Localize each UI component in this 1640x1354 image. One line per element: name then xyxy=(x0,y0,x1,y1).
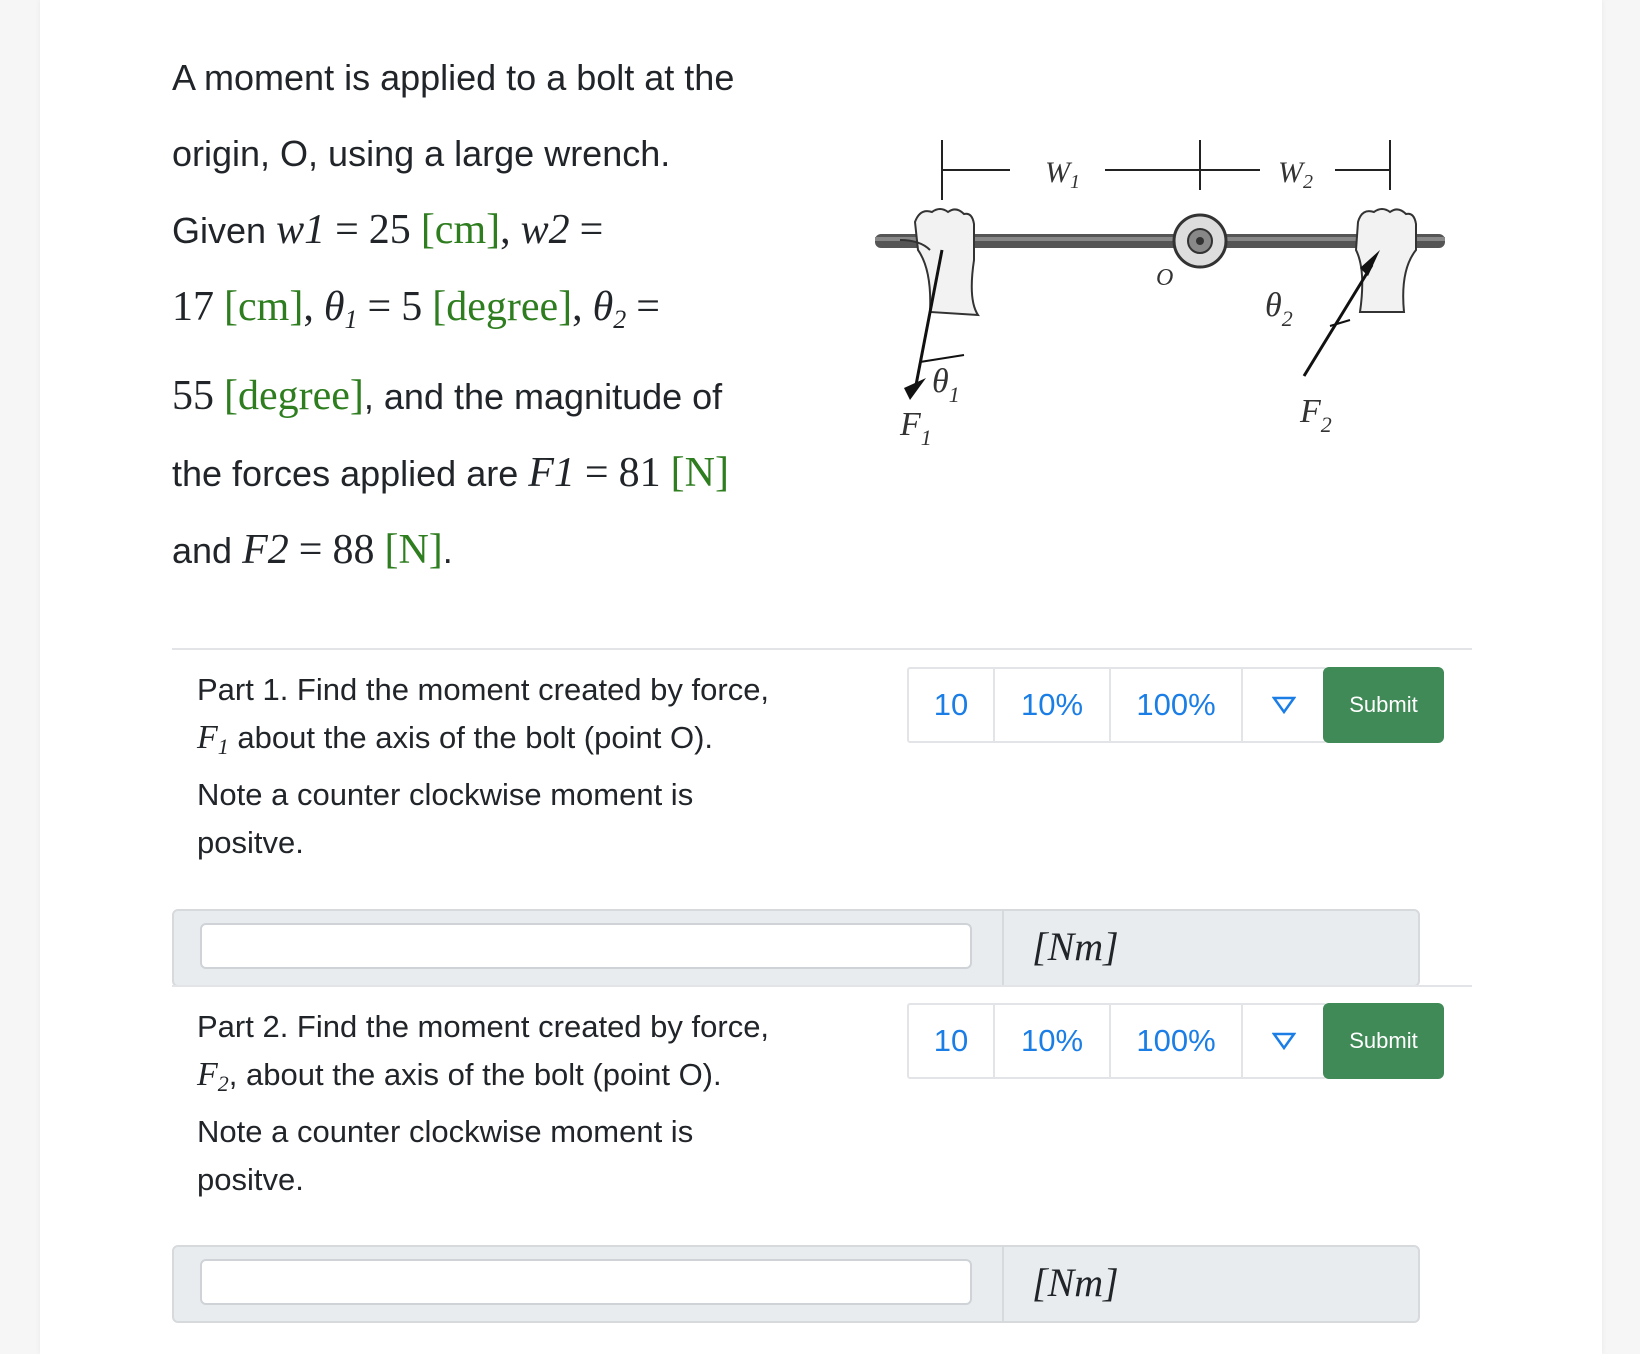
problem-line-2: origin, O, using a large wrench. xyxy=(172,133,671,174)
part2-line2: F2, about the axis of the bolt (point O). xyxy=(197,1056,722,1096)
part2-unit: [Nm] xyxy=(1032,1260,1119,1305)
part2-question xyxy=(197,1003,817,1204)
w2-label: $W_2$ xyxy=(1278,156,1313,193)
part2-dropdown-toggle[interactable] xyxy=(1243,1005,1325,1077)
F2-unit: [N] xyxy=(384,527,443,573)
w2-value: 17 xyxy=(172,284,214,330)
part1-question xyxy=(197,666,817,867)
F1-label: $F_1$ xyxy=(900,406,932,450)
and-text: and xyxy=(172,530,233,571)
w1-label: $W_1$ xyxy=(1045,156,1080,193)
part1-dropdown-toggle[interactable] xyxy=(1243,669,1325,741)
part1-score-group xyxy=(907,667,1327,743)
theta2-unit: [degree] xyxy=(224,373,364,419)
problem-statement xyxy=(172,40,812,589)
origin-label: O xyxy=(1156,265,1174,291)
part2-line3: Note a counter clockwise moment is xyxy=(197,1114,694,1149)
F1-value: 81 xyxy=(618,450,661,496)
w1-unit: [cm] xyxy=(420,207,501,253)
F2-label: $F_2$ xyxy=(1300,393,1332,437)
part2-line1: Part 2. Find the moment created by force, xyxy=(197,1009,770,1044)
F2-value: 88 xyxy=(332,527,375,573)
part2-answer-input[interactable] xyxy=(200,1259,972,1305)
problem-line-6: the forces applied are F1 = 81 [N] xyxy=(172,450,729,496)
part1-line2: F1 about the axis of the bolt (point O). xyxy=(197,719,714,759)
part2-answer-separator xyxy=(1002,1247,1004,1321)
part1-answer-separator xyxy=(1002,911,1004,985)
w2-unit: [cm] xyxy=(224,284,304,330)
bolt-icon xyxy=(1174,215,1226,267)
problem-line-5 xyxy=(172,358,812,435)
part2-points: 10 xyxy=(909,1005,995,1077)
part1-attempt-percent: 10% xyxy=(995,669,1111,741)
part1-points: 10 xyxy=(909,669,995,741)
and-magnitude-text: , and the magnitude of xyxy=(363,376,723,417)
triangle-down-icon xyxy=(1272,696,1296,714)
part1-line1: Part 1. Find the moment created by force, xyxy=(197,672,770,707)
wrench-diagram xyxy=(860,130,1460,490)
part1-line3: Note a counter clockwise moment is xyxy=(197,777,694,812)
theta1-value: 5 xyxy=(401,284,423,330)
part2-divider xyxy=(172,985,1472,987)
part2-attempt-percent: 10% xyxy=(995,1005,1111,1077)
part1-score-percent: 100% xyxy=(1111,669,1243,741)
dimension-lines xyxy=(942,140,1390,200)
part1-unit: [Nm] xyxy=(1032,924,1119,969)
part1-submit-button[interactable]: Submit xyxy=(1323,667,1444,743)
part2-answer-row xyxy=(172,1245,1420,1323)
w1-value: 25 xyxy=(368,207,411,253)
part2-line4: positve. xyxy=(197,1162,304,1197)
part1-answer-input[interactable] xyxy=(200,923,972,969)
F1-symbol: F1 xyxy=(528,450,575,496)
theta2-label: $\theta_2$ xyxy=(1265,287,1293,331)
part2-score-group xyxy=(907,1003,1327,1079)
problem-line-7: and F2 = 88 [N]. xyxy=(172,527,453,573)
problem-line-1: A moment is applied to a bolt at the xyxy=(172,57,735,98)
forces-text: the forces applied are xyxy=(172,453,519,494)
part2-score-percent: 100% xyxy=(1111,1005,1243,1077)
problem-line-4: 17 [cm], $\theta_1 = 5$ [degree], $\theta_2$ = xyxy=(172,284,660,334)
problem-line-3: Given w1 = 25 [cm], w2 = xyxy=(172,207,604,253)
theta2-value: 55 xyxy=(172,373,214,419)
right-hand-icon xyxy=(1356,209,1416,312)
part1-answer-row xyxy=(172,909,1420,987)
w1-symbol: w1 xyxy=(276,207,326,253)
F2-symbol: F2 xyxy=(242,527,289,573)
triangle-down-icon xyxy=(1272,1032,1296,1050)
w2-symbol: w2 xyxy=(520,207,570,253)
F1-unit: [N] xyxy=(670,450,729,496)
theta1-unit: [degree] xyxy=(432,284,573,330)
theta1-label: $\theta_1$ xyxy=(932,363,960,407)
part1-divider xyxy=(172,648,1472,650)
part2-submit-button[interactable]: Submit xyxy=(1323,1003,1444,1079)
given-text: Given xyxy=(172,210,267,251)
part1-line4: positve. xyxy=(197,825,304,860)
